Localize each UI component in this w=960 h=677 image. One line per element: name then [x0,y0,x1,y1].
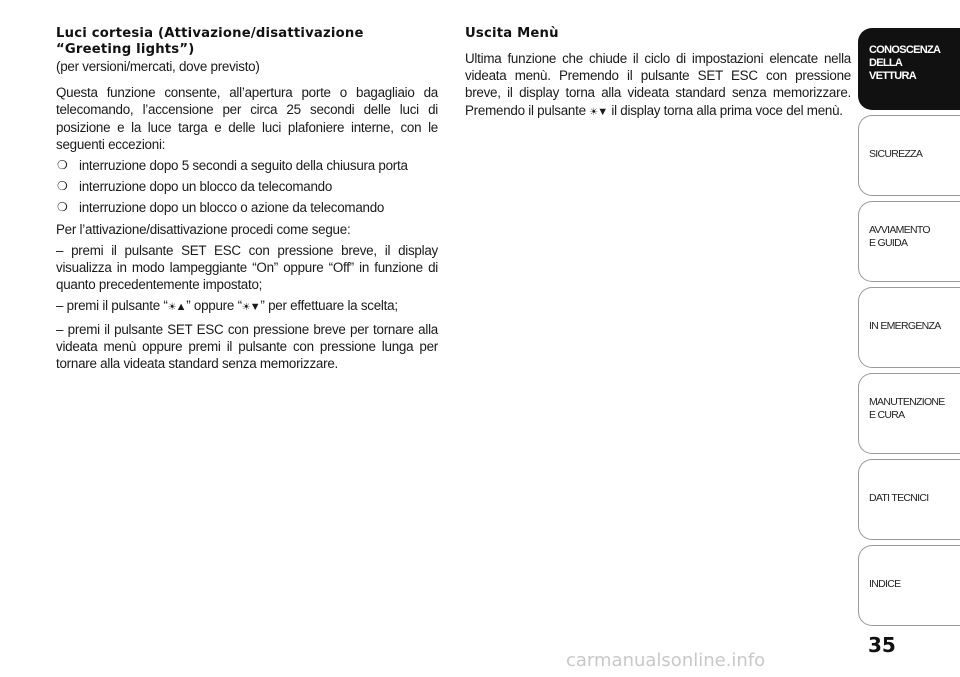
tab-label: IN EMERGENZA [869,320,941,332]
exit-menu-paragraph [465,50,851,121]
procedure-step-3: – premi il pulsante SET ESC con pressione breve per tornare alla videata menù oppure premi il pulsante con pressione lunga per tornare alla videata standard senza memorizzare. [56,321,438,372]
procedure-step-2 [56,297,438,316]
tab-label: INDICE [869,578,901,590]
procedure-intro: Per l’attivazione/disattivazione procedi come segue: [56,221,351,237]
tab-label: CONOSCENZA DELLA VETTURA [869,44,941,82]
tab-label: SICUREZZA [869,148,923,160]
tab-label: AVVIAMENTO E GUIDA [869,224,930,249]
light-down-icon: ☀ [589,106,598,118]
list-item [56,178,438,195]
section-heading [56,26,438,58]
tab-label: MANUTENZIONE E CURA [869,396,945,421]
light-up-icon: ☀ [167,302,176,314]
page-number: 35 [868,633,896,657]
availability-note: (per versioni/mercati, dove previsto) [56,59,260,74]
exit-text-a: Ultima funzione che chiude il ciclo di impostazioni elencate nella videata menù. Premendo il pulsante SET ESC con pressione breve, il display torna alla videata standard senza memorizzare. Premendo il pulsante [465,51,851,118]
up-arrow-icon: ▲ [175,301,187,314]
down-arrow-icon: ▼ [597,105,608,118]
heading-line-1: Luci cortesia (Attivazione/disattivazione [56,26,364,41]
tab-conoscenza-della-vettura[interactable] [858,28,960,110]
tab-in-emergenza[interactable] [858,287,960,368]
tab-indice[interactable] [858,545,960,626]
list-item-text: interruzione dopo un blocco o azione da telecomando [79,200,385,216]
list-item-text: interruzione dopo un blocco da telecomando [79,179,333,195]
tab-label: DATI TECNICI [869,492,929,504]
list-item [56,157,438,174]
chapter-tabs [858,28,960,631]
left-column [56,26,438,376]
step-2-text-b: ” oppure “ [186,298,242,314]
light-down-icon: ☀ [241,302,250,314]
down-arrow-icon: ▼ [249,301,261,314]
tab-avviamento-e-guida[interactable] [858,201,960,282]
heading-line-2: “Greeting lights”) [56,42,195,57]
procedure-step-1: – premi il pulsante SET ESC con pressione breve, il display visualizza in modo lampeggiante “On” oppure “Off” in funzione di quanto precedentemente impostato; [56,242,438,293]
list-item-text: interruzione dopo 5 secondi a seguito della chiusura porta [79,158,408,174]
exit-text-b: il display torna alla prima voce del menù. [607,102,843,118]
bullet-icon: ❍ [57,158,68,173]
tab-sicurezza[interactable] [858,115,960,196]
right-column [465,26,851,125]
intro-paragraph: Questa funzione consente, all’apertura porte o bagagliaio da telecomando, l’accensione per circa 25 secondi delle luci di posizione e la luce targa e delle luci plafoniere interne, con le seguenti eccezioni: [56,85,438,152]
list-item [56,199,438,216]
tab-dati-tecnici[interactable] [858,459,960,540]
step-2-text-a: – premi il pulsante “ [56,298,168,314]
bullet-icon: ❍ [57,179,68,194]
exception-list [56,157,438,217]
tab-manutenzione-e-cura[interactable] [858,373,960,454]
watermark: carmanualsonline.info [566,650,766,671]
step-2-text-c: ” per effettuare la scelta; [260,298,398,314]
exit-menu-heading: Uscita Menù [465,26,559,41]
bullet-icon: ❍ [57,200,68,215]
